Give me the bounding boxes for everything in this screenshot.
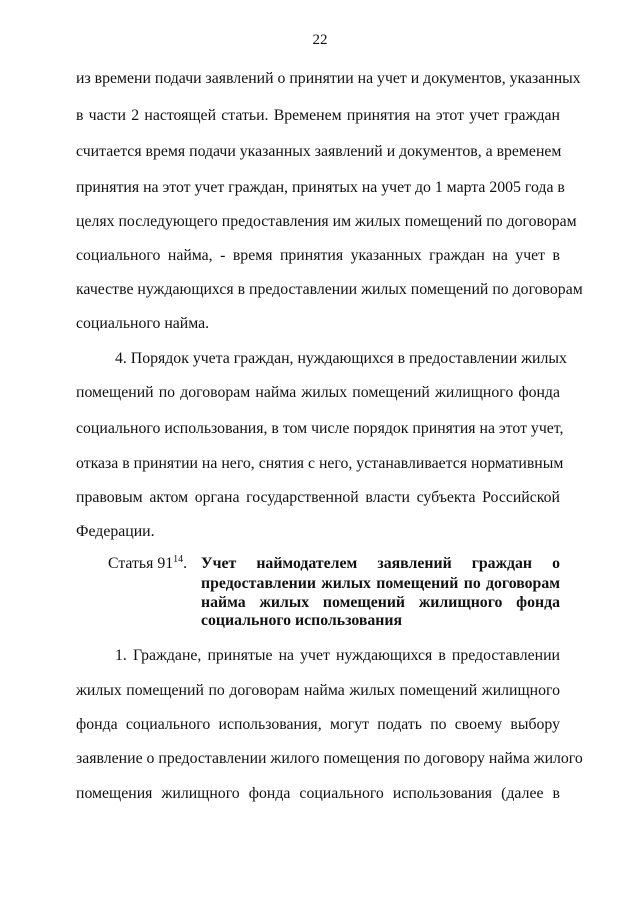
article-heading-line: предоставлении жилых помещений по договорам	[201, 575, 560, 592]
body-text-line: помещений по договорам найма жилых помещений жилищного фонда	[76, 384, 560, 401]
article-label-text: Статья 91	[108, 555, 174, 572]
body-text-line: из времени подачи заявлений о принятии на учет и документов, указанных	[76, 70, 581, 87]
body-text-line: фонда социального использования, могут подать по своему выбору	[76, 716, 560, 733]
article-label	[108, 554, 187, 574]
body-text-line: качестве нуждающихся в предоставлении жилых помещений по договорам	[76, 281, 583, 298]
body-text-line: Федерации.	[76, 523, 155, 540]
body-text-line: помещения жилищного фонда социального использования (далее в	[76, 785, 560, 802]
body-text-line: отказа в принятии на него, снятия с него, устанавливается нормативным	[76, 455, 564, 472]
body-text-line: 1. Граждане, принятые на учет нуждающихся в предоставлении	[115, 647, 560, 664]
body-text-line: считается время подачи указанных заявлений и документов, а временем	[76, 143, 562, 160]
body-text-line: социального найма.	[76, 315, 210, 332]
article-heading-line: Учет наймодателем заявлений граждан о	[201, 555, 560, 572]
body-text-line: заявление о предоставлении жилого помещения по договору найма жилого	[76, 750, 583, 767]
body-text-line: социального найма, - время принятия указанных граждан на учет в	[76, 247, 560, 264]
article-superscript: 14	[173, 554, 184, 565]
body-text-line: правовым актом органа государственной власти субъекта Российской	[76, 489, 560, 506]
article-heading-line: социального использования	[201, 612, 403, 629]
page-number: 22	[312, 32, 328, 48]
body-text-line: социального использования, в том числе порядок принятия на этот учет,	[76, 420, 564, 437]
body-text-line: принятия на этот учет граждан, принятых на учет до 1 марта 2005 года в	[76, 179, 565, 196]
body-text-line: целях последующего предоставления им жилых помещений по договорам	[76, 213, 577, 230]
body-text-line: 4. Порядок учета граждан, нуждающихся в предоставлении жилых	[115, 350, 567, 367]
article-label-suffix: .	[183, 555, 188, 572]
article-heading-line: найма жилых помещений жилищного фонда	[201, 594, 560, 611]
body-text-line: в части 2 настоящей статьи. Временем принятия на этот учет граждан	[76, 107, 560, 124]
body-text-line: жилых помещений по договорам найма жилых помещений жилищного	[76, 682, 560, 699]
